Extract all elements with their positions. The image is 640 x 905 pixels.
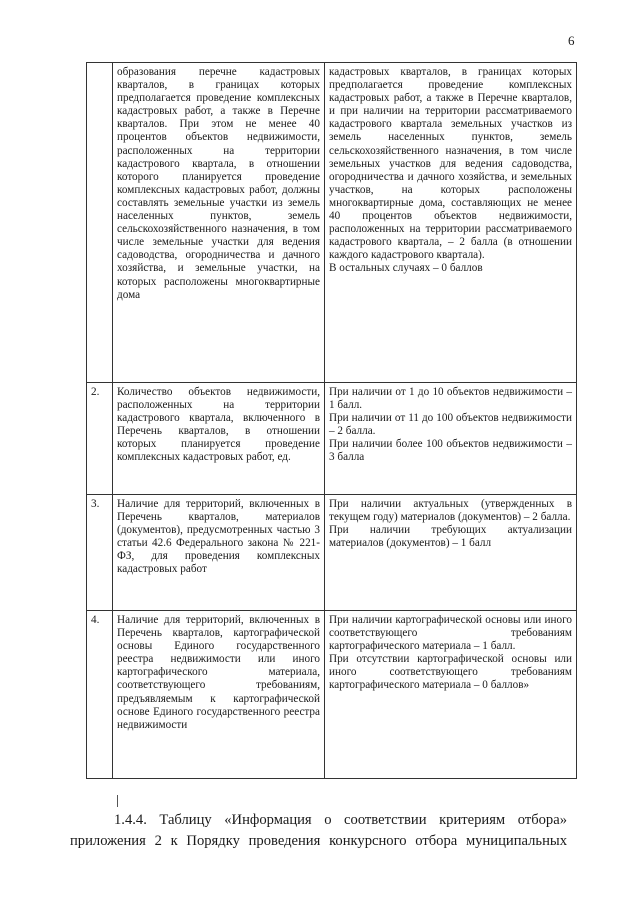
score-paragraph: При наличии от 1 до 10 объектов недвижимости – 1 балл. — [329, 386, 572, 412]
score-paragraph: При наличии от 11 до 100 объектов недвижимости – 2 балла. — [329, 412, 572, 438]
row-number — [87, 63, 113, 383]
body-paragraph — [70, 810, 567, 852]
criterion-score — [325, 383, 577, 495]
score-paragraph: При отсутствии картографической основы или иного соответствующего требованиям картографического материала – 0 баллов» — [329, 653, 572, 692]
criterion-name: Наличие для территорий, включенных в Перечень кварталов, картографической основы Единого государственного реестра недвижимости или иного картографического материала, соответствующего требованиям, предъявляемым к картографической основе Единого государственного реестра недвижимости — [113, 611, 325, 779]
score-paragraph: В остальных случаях – 0 баллов — [329, 262, 483, 275]
criterion-name: образования перечне кадастровых кварталов, в границах которых предполагается проведение комплексных кадастровых работ, а также в Перечне кварталов. При этом не менее 40 процентов объектов недвижимости, расположенных на территории кадастрового квартала, в отношении которого планируется проведение комплексных кадастровых работ, должны составлять земельные участки из земель населенных пунктов, земель сельскохозяйственного назначения, в том числе земельные участки для ведения садоводства, огородничества и дачного хозяйства, и земельные участки, на которых расположены многоквартирные дома — [113, 63, 325, 383]
criterion-score — [325, 611, 577, 779]
table-row — [87, 495, 577, 611]
score-paragraph: кадастровых кварталов, в границах которых предполагается проведение комплексных кадастровых работ, а также в Перечне кварталов, и при наличии на территории рассматриваемого кадастрового квартала земельных участков из земель населенных пунктов, земель сельскохозяйственного назначения, в том числе земельных участков для ведения садоводства, огородничества и дачного хозяйства, и земельных участков, на которых расположены многоквартирные дома, составляющих не менее 40 процентов объектов недвижимости, расположенных на территории рассматриваемого кадастрового квартала, – 2 балла (в отношении каждого кадастрового квартала). — [329, 66, 572, 262]
score-paragraph: При наличии более 100 объектов недвижимости – 3 балла — [329, 438, 572, 464]
row-number: 3. — [87, 495, 113, 611]
criterion-name: Количество объектов недвижимости, расположенных на территории кадастрового квартала, включенного в Перечень кварталов, в отношении которых планируется проведение комплексных кадастровых работ, ед. — [113, 383, 325, 495]
paragraph-line: 1.4.4. Таблицу «Информация о соответствии критериям отбора» — [114, 812, 567, 828]
table-row — [87, 383, 577, 495]
score-paragraph: При наличии актуальных (утвержденных в текущем году) материалов (документов) – 2 балла. — [329, 498, 572, 524]
row-number: 4. — [87, 611, 113, 779]
score-paragraph: При наличии картографической основы или иного соответствующего требованиям картографического материала – 1 балл. — [329, 614, 572, 653]
table-row — [87, 63, 577, 383]
table-row — [87, 611, 577, 779]
text-cursor-mark — [117, 795, 118, 807]
criterion-score — [325, 495, 577, 611]
criteria-table — [86, 62, 577, 779]
criterion-name: Наличие для территорий, включенных в Перечень кварталов, материалов (документов), предусмотренных частью 3 статьи 42.6 Федерального закона № 221-ФЗ, для проведения комплексных кадастровых работ — [113, 495, 325, 611]
criterion-score — [325, 63, 577, 383]
paragraph-line: приложения 2 к Порядку проведения конкурсного отбора муниципальных — [70, 833, 567, 849]
row-number: 2. — [87, 383, 113, 495]
page-number: 6 — [568, 33, 575, 48]
score-paragraph: При наличии требующих актуализации материалов (документов) – 1 балл — [329, 524, 572, 550]
